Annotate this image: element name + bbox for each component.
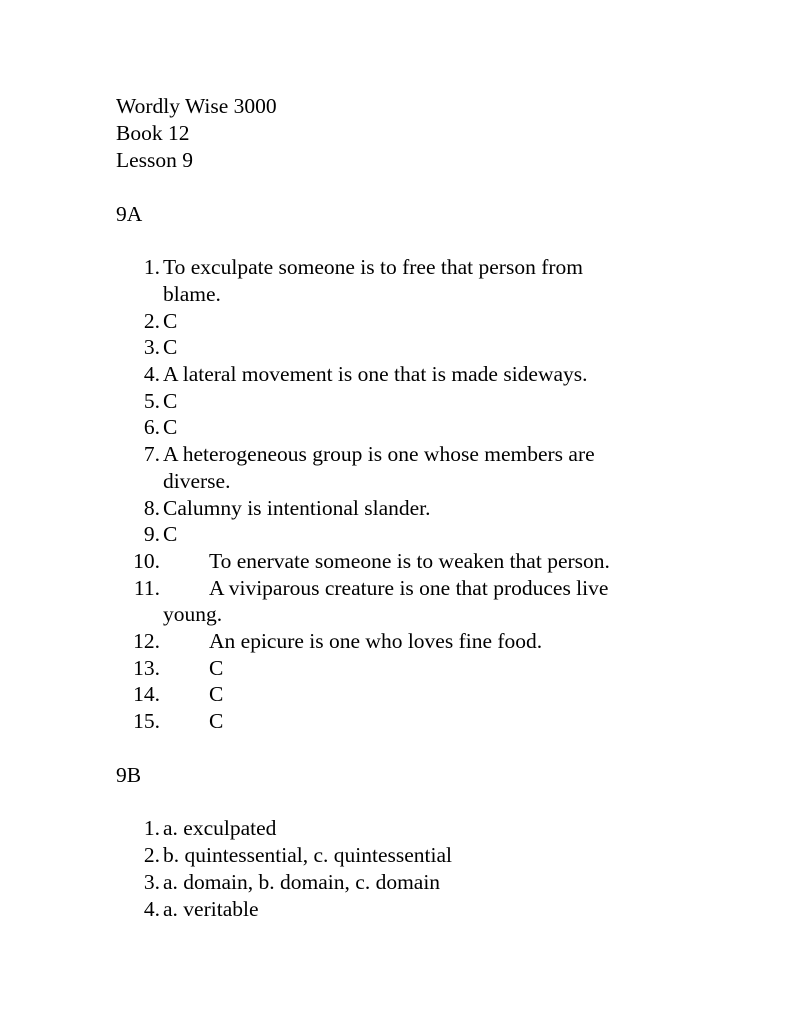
item-text: C [163, 522, 178, 546]
item-text: C [163, 415, 178, 439]
lesson-number: Lesson 9 [116, 148, 194, 172]
item-number: 7. [143, 442, 160, 466]
item-number: 3. [143, 870, 160, 894]
book-number: Book 12 [116, 121, 190, 145]
item-text: C [163, 335, 178, 359]
item-number: 14. [133, 682, 160, 706]
section-9a-title: 9A [116, 202, 143, 226]
section-9b-title: 9B [116, 763, 142, 787]
item-number: 2. [143, 309, 160, 333]
item-text: Calumny is intentional slander. [163, 496, 431, 520]
item-number: 12. [133, 629, 160, 653]
item-number: 11. [133, 576, 160, 600]
item-number: 1. [143, 255, 160, 279]
item-text: a. exculpated [163, 816, 277, 840]
item-text: A viviparous creature is one that produces live [209, 576, 609, 600]
item-text: An epicure is one who loves fine food. [209, 629, 543, 653]
item-text: C [209, 709, 224, 733]
item-number: 8. [143, 496, 160, 520]
item-number: 15. [133, 709, 160, 733]
item-text: b. quintessential, c. quintessential [163, 843, 453, 867]
item-number: 4. [143, 362, 160, 386]
item-number: 4. [143, 897, 160, 921]
item-text-continued: blame. [163, 282, 221, 306]
item-number: 3. [143, 335, 160, 359]
item-number: 13. [133, 656, 160, 680]
item-text: a. domain, b. domain, c. domain [163, 870, 441, 894]
item-text: A lateral movement is one that is made sideways. [163, 362, 588, 386]
item-text: C [163, 389, 178, 413]
item-text: C [209, 682, 224, 706]
item-number: 10. [133, 549, 160, 573]
item-text: a. veritable [163, 897, 259, 921]
item-number: 2. [143, 843, 160, 867]
item-text: A heterogeneous group is one whose members are [163, 442, 595, 466]
item-text: C [163, 309, 178, 333]
book-title: Wordly Wise 3000 [116, 94, 277, 118]
item-number: 6. [143, 415, 160, 439]
item-text: To enervate someone is to weaken that person. [209, 549, 610, 573]
item-text-continued: diverse. [163, 469, 231, 493]
item-number: 1. [143, 816, 160, 840]
item-text-continued: young. [163, 602, 223, 626]
item-number: 5. [143, 389, 160, 413]
item-number: 9. [143, 522, 160, 546]
item-text: C [209, 656, 224, 680]
item-text: To exculpate someone is to free that person from [163, 255, 583, 279]
